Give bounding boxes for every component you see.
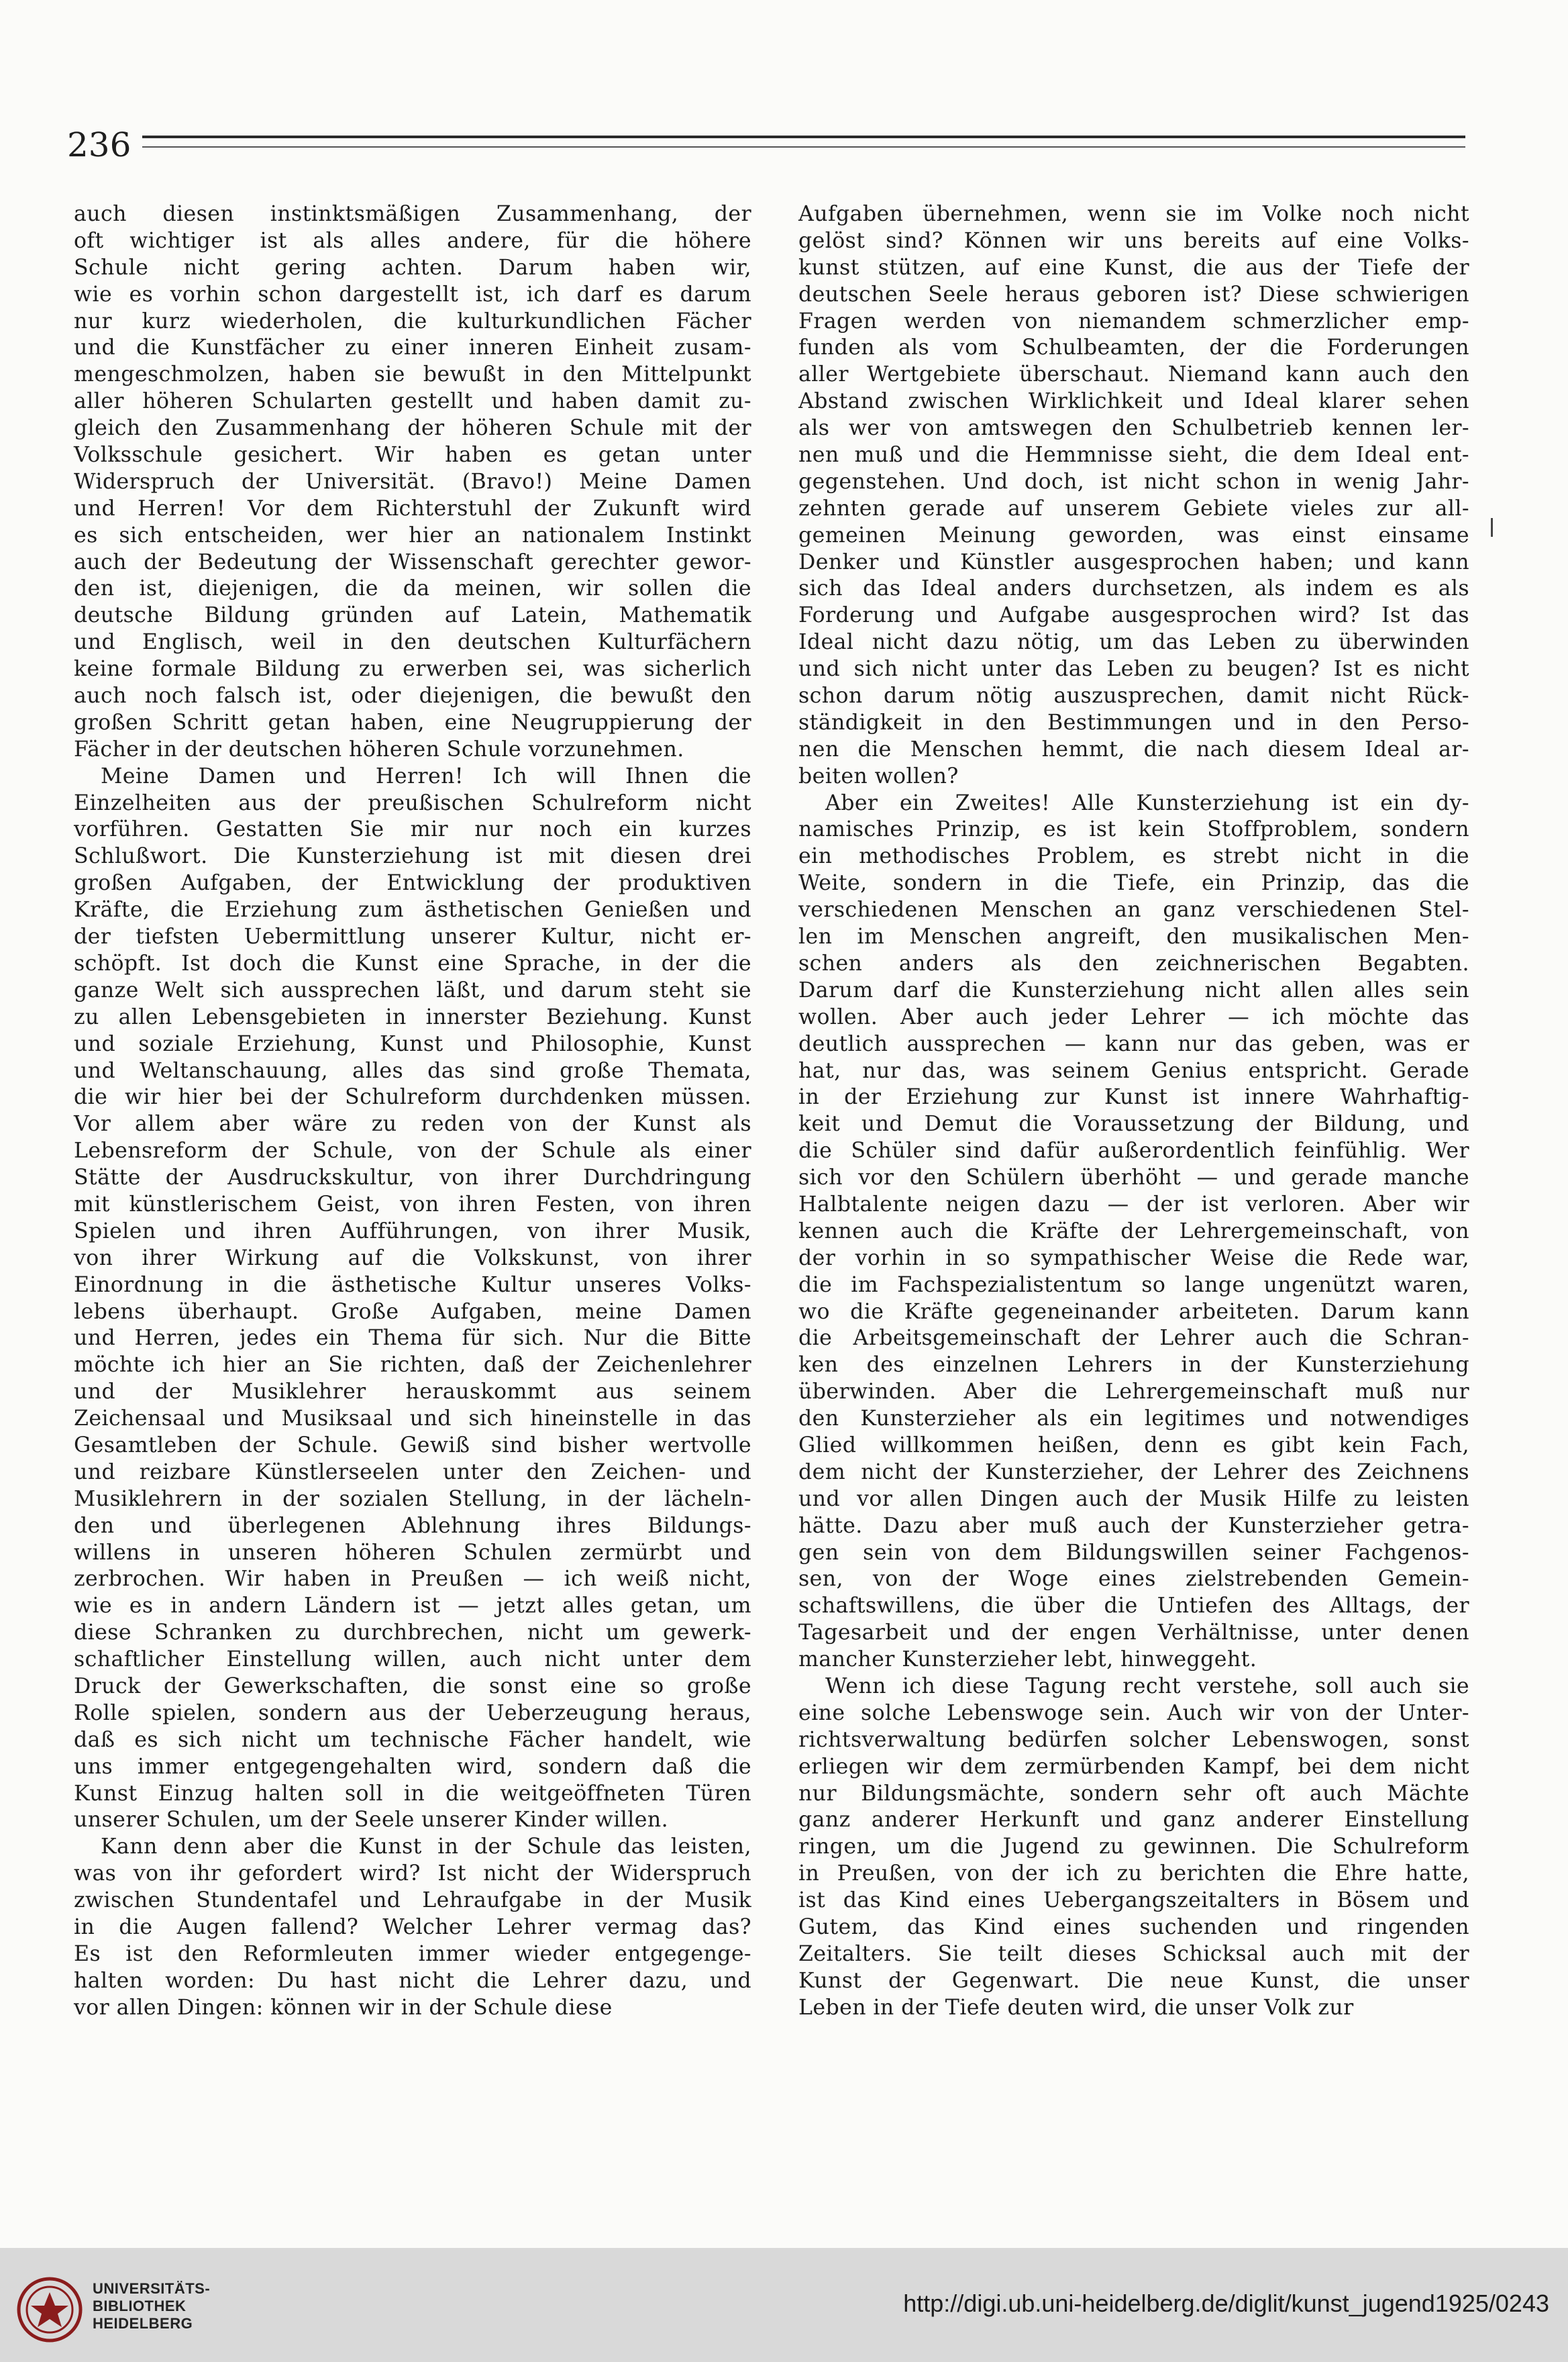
text-line: von ihrer Wirkung auf die Volkskunst, von ihrer: [74, 1245, 751, 1270]
text-line: Kunst Einzug halten soll in die weitgeöffneten Türen: [74, 1781, 751, 1806]
text-line: als wer von amtswegen den Schulbetrieb kennen ler-: [798, 416, 1469, 441]
text-line: Fächer in der deutschen höheren Schule vorzunehmen.: [74, 737, 684, 762]
text-line: was von ihr gefordert wird? Ist nicht der Widerspruch: [74, 1861, 751, 1886]
text-line: schöpft. Ist doch die Kunst eine Sprache, in der die: [74, 951, 751, 976]
text-line: in die Augen fallend? Welcher Lehrer vermag das?: [74, 1915, 751, 1939]
text-line: den und überlegenen Ablehnung ihres Bildungs-: [74, 1513, 751, 1538]
text-line: Einzelheiten aus der preußischen Schulreform nicht: [74, 790, 751, 815]
text-line: ringen, um die Jugend zu gewinnen. Die Schulreform: [798, 1835, 1469, 1859]
text-line: keit und Demut die Voraussetzung der Bildung, und: [798, 1112, 1469, 1137]
text-line: Leben in der Tiefe deuten wird, die unser Volk zur: [798, 1995, 1354, 2020]
text-line: Schlußwort. Die Kunsterziehung ist mit diesen drei: [74, 844, 751, 869]
text-line: namisches Prinzip, es ist kein Stoffproblem, sondern: [798, 817, 1469, 842]
text-line: und vor allen Dingen auch der Musik Hilfe zu leisten: [798, 1486, 1469, 1511]
text-line: verschiedenen Menschen an ganz verschiedenen Stel-: [798, 898, 1469, 923]
text-line: hat, nur das, was seinem Genius entspricht. Gerade: [798, 1058, 1469, 1083]
footer-bar: [0, 2248, 1568, 2362]
text-line: Aber ein Zweites! Alle Kunsterziehung ist ein dy-: [825, 790, 1469, 815]
text-line: gelöst sind? Können wir uns bereits auf eine Volks-: [798, 228, 1469, 253]
text-line: großen Schritt getan haben, eine Neugruppierung der: [74, 710, 751, 735]
library-name-line: HEIDELBERG: [93, 2315, 193, 2332]
text-line: keine formale Bildung zu erwerben sei, was sicherlich: [74, 657, 751, 682]
text-line: und sich nicht unter das Leben zu beugen? Ist es nicht: [798, 657, 1469, 682]
text-line: und soziale Erziehung, Kunst und Philosophie, Kunst: [74, 1031, 751, 1056]
text-line: nen muß und die Hemmnisse sieht, die dem Ideal ent-: [798, 443, 1469, 468]
text-line: ständigkeit in den Bestimmungen und in den Perso-: [798, 710, 1469, 735]
text-line: Volksschule gesichert. Wir haben es getan unter: [74, 443, 751, 468]
text-line: gleich den Zusammenhang der höheren Schule mit der: [74, 416, 751, 441]
text-line: die im Fachspezialistentum so lange ungenützt waren,: [798, 1272, 1469, 1297]
text-line: richtsverwaltung bedürfen solcher Lebenswogen, sonst: [798, 1727, 1469, 1752]
text-line: auch noch falsch ist, oder diejenigen, die bewußt den: [74, 684, 751, 709]
page-number: 236: [67, 125, 132, 164]
text-line: gen sein von dem Bildungswillen seiner Fachgenos-: [798, 1540, 1469, 1565]
text-line: der tiefsten Uebermittlung unserer Kultur, nicht er-: [74, 925, 751, 949]
text-line: mengeschmolzen, haben sie bewußt in den Mittelpunkt: [74, 362, 751, 387]
text-line: Halbtalente neigen dazu — der ist verloren. Aber wir: [798, 1192, 1469, 1217]
text-line: schon darum nötig auszusprechen, damit nicht Rück-: [798, 684, 1469, 709]
text-line: möchte ich hier an Sie richten, daß der Zeichenlehrer: [74, 1353, 751, 1378]
text-line: Darum darf die Kunsterziehung nicht allen alles sein: [798, 978, 1469, 1003]
text-line: Zeichensaal und Musiksaal und sich hineinstelle in das: [74, 1406, 751, 1431]
right-text-column: [798, 201, 1469, 2022]
text-line: kunst stützen, auf eine Kunst, die aus der Tiefe der: [798, 255, 1469, 280]
text-line: Stätte der Ausdruckskultur, von ihrer Durchdringung: [74, 1166, 751, 1190]
text-line: len im Menschen angreift, den musikalischen Men-: [798, 925, 1469, 949]
text-line: Druck der Gewerkschaften, die sonst eine so große: [74, 1674, 751, 1698]
text-line: lebens überhaupt. Große Aufgaben, meine Damen: [74, 1299, 751, 1324]
text-line: wie es vorhin schon dargestellt ist, ich darf es darum: [74, 282, 751, 307]
text-line: großen Aufgaben, der Entwicklung der produktiven: [74, 871, 751, 896]
text-line: Denker und Künstler ausgesprochen haben; und kann: [798, 550, 1469, 574]
text-line: kennen auch die Kräfte der Lehrergemeinschaft, von: [798, 1219, 1469, 1243]
text-line: mancher Kunsterzieher lebt, hinweggeht.: [798, 1647, 1257, 1672]
text-line: wollen. Aber auch jeder Lehrer — ich möchte das: [798, 1005, 1469, 1029]
text-line: vorführen. Gestatten Sie mir nur noch ein kurzes: [74, 817, 751, 842]
margin-mark: [1491, 518, 1493, 537]
left-text-column: [74, 201, 751, 2022]
text-line: sich das Ideal anders durchsetzen, als indem es als: [798, 576, 1469, 601]
text-line: Ideal nicht dazu nötig, um das Leben zu überwinden: [798, 630, 1469, 655]
text-line: Kunst der Gegenwart. Die neue Kunst, die unser: [798, 1968, 1469, 1993]
text-line: sich vor den Schülern überhöht — und gerade manche: [798, 1166, 1469, 1190]
text-line: eine solche Lebenswoge sein. Auch wir von der Unter-: [798, 1700, 1469, 1725]
text-line: Einordnung in die ästhetische Kultur unseres Volks-: [74, 1272, 751, 1297]
text-line: ganz anderer Herkunft und ganz anderer Einstellung: [798, 1808, 1469, 1833]
text-line: Weite, sondern in die Tiefe, ein Prinzip, das die: [798, 871, 1469, 896]
text-line: schaftlicher Einstellung willen, auch nicht unter dem: [74, 1647, 751, 1672]
text-line: und reizbare Künstlerseelen unter den Zeichen- und: [74, 1459, 751, 1484]
text-line: und der Musiklehrer herauskommt aus seinem: [74, 1380, 751, 1404]
library-name-line: UNIVERSITÄTS-: [93, 2280, 211, 2297]
text-line: Tagesarbeit und der engen Verhältnisse, unter denen: [798, 1621, 1469, 1645]
text-line: den Kunsterzieher als ein legitimes und notwendiges: [798, 1406, 1469, 1431]
text-line: Es ist den Reformleuten immer wieder entgegenge-: [74, 1941, 751, 1966]
text-line: unserer Schulen, um der Seele unserer Kinder willen.: [74, 1808, 669, 1833]
text-line: mit künstlerischem Geist, von ihren Festen, von ihren: [74, 1192, 751, 1217]
text-line: und Englisch, weil in den deutschen Kulturfächern: [74, 630, 751, 655]
text-line: in der Erziehung zur Kunst ist innere Wahrhaftig-: [798, 1085, 1469, 1110]
text-line: gemeinen Meinung geworden, was einst einsame: [798, 523, 1469, 548]
text-line: zwischen Stundentafel und Lehraufgabe in der Musik: [74, 1888, 751, 1913]
text-line: Wenn ich diese Tagung recht verstehe, soll auch sie: [825, 1674, 1469, 1698]
text-line: deutlich aussprechen — kann nur das geben, was er: [798, 1031, 1469, 1056]
text-line: und Herren! Vor dem Richterstuhl der Zukunft wird: [74, 496, 751, 521]
text-line: Rolle spielen, sondern aus der Ueberzeugung heraus,: [74, 1700, 751, 1725]
library-name-line: BIBLIOTHEK: [93, 2298, 187, 2314]
text-line: aller höheren Schularten gestellt und haben damit zu-: [74, 389, 751, 414]
text-line: Fragen werden von niemandem schmerzlicher emp-: [798, 309, 1469, 333]
text-line: vor allen Dingen: können wir in der Schule diese: [74, 1995, 613, 2020]
text-line: es sich entscheiden, wer hier an nationalem Instinkt: [74, 523, 751, 548]
text-line: diese Schranken zu durchbrechen, nicht um gewerk-: [74, 1621, 751, 1645]
text-line: hätte. Dazu aber muß auch der Kunsterzieher getra-: [798, 1513, 1469, 1538]
text-line: Aufgaben übernehmen, wenn sie im Volke noch nicht: [798, 202, 1469, 226]
text-line: halten worden: Du hast nicht die Lehrer dazu, und: [74, 1968, 751, 1993]
text-line: Meine Damen und Herren! Ich will Ihnen die: [101, 764, 751, 788]
text-line: den ist, diejenigen, die da meinen, wir sollen die: [74, 576, 751, 601]
text-line: und die Kunstfächer zu einer inneren Einheit zusam-: [74, 336, 751, 360]
text-line: überwinden. Aber die Lehrergemeinschaft muß nur: [798, 1380, 1469, 1404]
text-line: zehnten gerade auf unserem Gebiete vieles zur all-: [798, 496, 1469, 521]
text-line: erliegen wir dem zermürbenden Kampf, bei dem nicht: [798, 1754, 1469, 1779]
source-url-link[interactable]: http://digi.ub.uni-heidelberg.de/diglit/kunst_jugend1925/0243: [903, 2290, 1549, 2317]
text-line: ken des einzelnen Lehrers in der Kunsterziehung: [798, 1353, 1469, 1378]
text-line: beiten wollen?: [798, 764, 959, 788]
text-line: und Weltanschauung, alles das sind große Themata,: [74, 1058, 751, 1083]
text-line: auch diesen instinktsmäßigen Zusammenhang, der: [74, 202, 751, 226]
text-line: Gutem, das Kind eines suchenden und ringenden: [798, 1915, 1469, 1939]
text-line: zu allen Lebensgebieten in innerster Beziehung. Kunst: [74, 1005, 751, 1029]
text-line: Vor allem aber wäre zu reden von der Kunst als: [74, 1112, 751, 1137]
text-line: Abstand zwischen Wirklichkeit und Ideal klarer sehen: [798, 389, 1469, 414]
text-line: schen anders als den zeichnerischen Begabten.: [798, 951, 1469, 976]
text-line: die wir hier bei der Schulreform durchdenken müssen.: [74, 1085, 751, 1110]
text-line: wie es in andern Ländern ist — jetzt alles getan, um: [74, 1594, 751, 1619]
text-line: ein methodisches Problem, es strebt nicht in die: [798, 844, 1469, 869]
text-line: deutsche Bildung gründen auf Latein, Mathematik: [74, 603, 751, 628]
text-line: wo die Kräfte gegeneinander arbeiteten. Darum kann: [798, 1299, 1469, 1324]
header-rule: [142, 136, 1465, 148]
text-line: deutschen Seele heraus geboren ist? Diese schwierigen: [798, 282, 1469, 307]
text-line: aller Wertgebiete überschaut. Niemand kann auch den: [798, 362, 1469, 387]
text-line: dem nicht der Kunsterzieher, der Lehrer des Zeichnens: [798, 1459, 1469, 1484]
text-line: der vorhin in so sympathischer Weise die Rede war,: [798, 1245, 1469, 1270]
text-line: Zeitalters. Sie teilt dieses Schicksal auch mit der: [798, 1941, 1469, 1966]
university-seal-icon: [16, 2276, 83, 2343]
text-line: die Arbeitsgemeinschaft der Lehrer auch die Schran-: [798, 1326, 1469, 1351]
text-line: Musiklehrern in der sozialen Stellung, in der lächeln-: [74, 1486, 751, 1511]
text-line: daß es sich nicht um technische Fächer handelt, wie: [74, 1727, 751, 1752]
text-line: ist das Kind eines Uebergangszeitalters in Bösem und: [798, 1888, 1469, 1913]
text-line: Forderung und Aufgabe ausgesprochen wird? Ist das: [798, 603, 1469, 628]
text-line: sen, von der Woge eines zielstrebenden Gemein-: [798, 1567, 1469, 1592]
text-line: gegenstehen. Und doch, ist nicht schon in wenig Jahr-: [798, 469, 1469, 494]
text-line: in Preußen, von der ich zu berichten die Ehre hatte,: [798, 1861, 1469, 1886]
text-line: Kann denn aber die Kunst in der Schule das leisten,: [101, 1835, 751, 1859]
text-line: Schule nicht gering achten. Darum haben wir,: [74, 255, 751, 280]
text-line: schaftswillens, die über die Untiefen des Alltags, der: [798, 1594, 1469, 1619]
text-line: oft wichtiger ist als alles andere, für die höhere: [74, 228, 751, 253]
text-line: zerbrochen. Wir haben in Preußen — ich weiß nicht,: [74, 1567, 751, 1592]
text-line: Glied willkommen heißen, denn es gibt kein Fach,: [798, 1433, 1469, 1457]
text-line: ganze Welt sich aussprechen läßt, und darum steht sie: [74, 978, 751, 1003]
text-line: nur Bildungsmächte, sondern sehr oft auch Mächte: [798, 1781, 1469, 1806]
library-name: [93, 2280, 210, 2332]
text-line: Gesamtleben der Schule. Gewiß sind bisher wertvolle: [74, 1433, 751, 1457]
text-line: willens in unseren höheren Schulen zermürbt und: [74, 1540, 751, 1565]
text-line: Spielen und ihren Aufführungen, von ihrer Musik,: [74, 1219, 751, 1243]
text-line: und Herren, jedes ein Thema für sich. Nur die Bitte: [74, 1326, 751, 1351]
text-line: die Schüler sind dafür außerordentlich feinfühlig. Wer: [798, 1139, 1469, 1164]
text-line: funden als vom Schulbeamten, der die Forderungen: [798, 336, 1469, 360]
text-line: uns immer entgegengehalten wird, sondern daß die: [74, 1754, 751, 1779]
text-line: auch der Bedeutung der Wissenschaft gerechter gewor-: [74, 550, 751, 574]
text-line: nen die Menschen hemmt, die nach diesem Ideal ar-: [798, 737, 1469, 762]
text-line: nur kurz wiederholen, die kulturkundlichen Fächer: [74, 309, 751, 333]
text-line: Lebensreform der Schule, von der Schule als einer: [74, 1139, 751, 1164]
text-line: Widerspruch der Universität. (Bravo!) Meine Damen: [74, 469, 751, 494]
text-line: Kräfte, die Erziehung zum ästhetischen Genießen und: [74, 898, 751, 923]
